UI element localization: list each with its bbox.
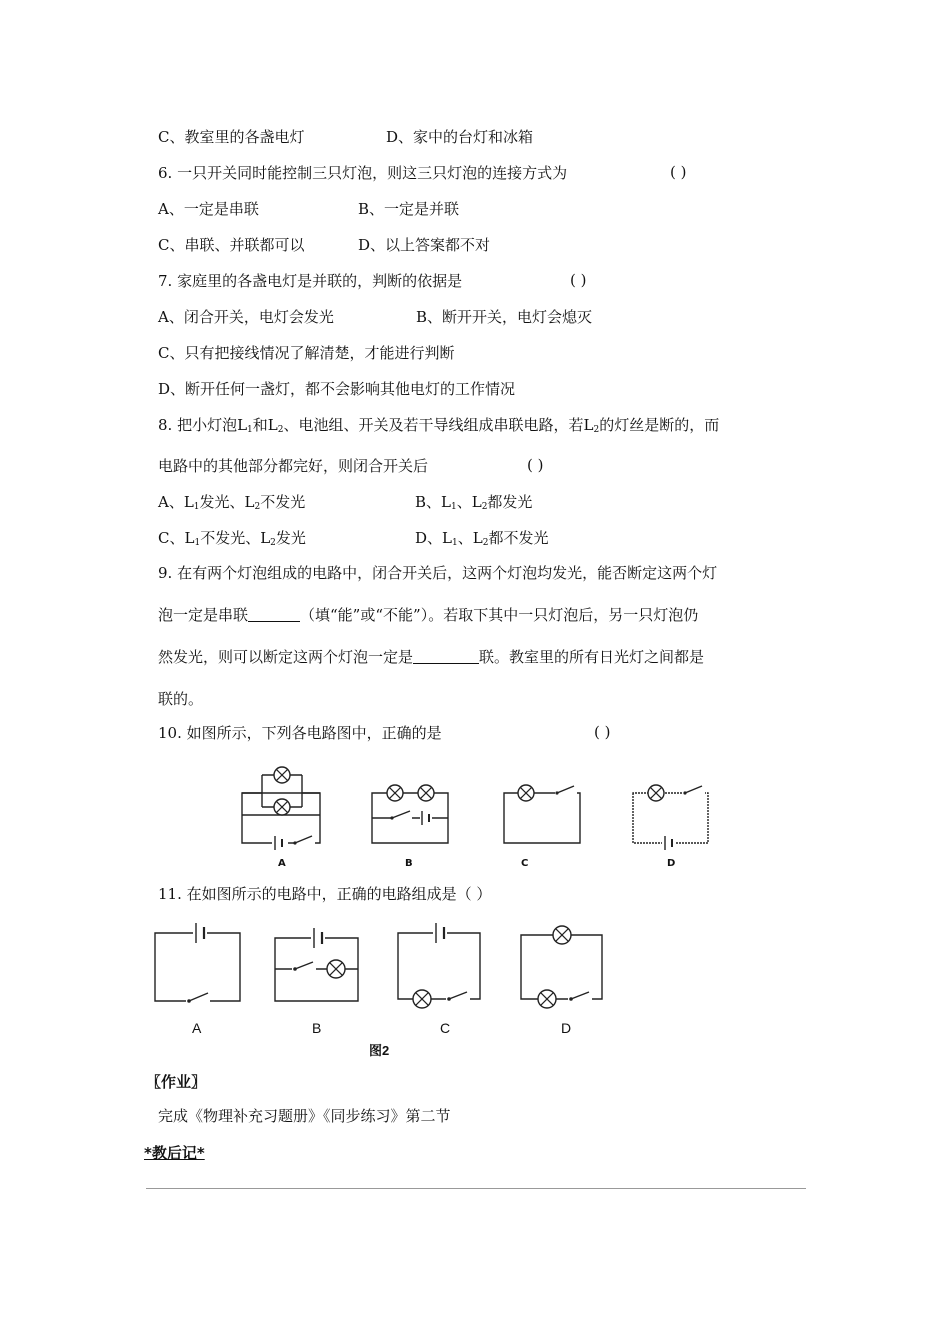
q7-option-b: B、断开开关，电灯会熄灭 [416,308,593,326]
q7-answer-paren: ( ) [570,271,587,289]
q11-circuit-c [398,923,480,1036]
q11-circuit-b [275,928,358,1036]
q11-label-d: D [561,1020,572,1036]
q9-line2: 泡一定是串联 （填“能”或“不能”）。若取下其中一只灯泡后，另一只灯泡仍 [158,606,699,624]
q10-label-c: C [521,858,529,869]
q8-stem-line2: 电路中的其他部分都完好，则闭合开关后 [158,457,429,475]
homework-text: 完成《物理补充习题册》《同步练习》第二节 [158,1107,451,1125]
q10-label-d: D [667,858,676,869]
q7-option-a: A、闭合开关，电灯会发光 [158,308,334,326]
q8-option-c: C、$L_1$不发光、$L_2$发光 [158,529,306,548]
homework-heading: 〖作业〗 [146,1073,207,1091]
q7-stem: 7. 家庭里的各盏电灯是并联的，判断的依据是 [158,272,463,290]
q11-stem: 11. 在如图所示的电路中，正确的电路组成是（ ） [158,885,492,903]
q7-option-c: C、只有把接线情况了解清楚，才能进行判断 [158,344,455,362]
q6-option-c: C、串联、并联都可以 [158,236,305,254]
divider-line [146,1188,806,1189]
q5-option-c: C、教室里的各盏电灯 [158,128,305,146]
q9-line1: 9. 在有两个灯泡组成的电路中，闭合开关后，这两个灯泡均发光，能否断定这两个灯 [158,564,718,582]
q7-option-d: D、断开任何一盏灯，都不会影响其他电灯的工作情况 [158,380,516,398]
q6-option-a: A、一定是串联 [158,200,259,218]
q6-option-b: B、一定是并联 [358,200,460,218]
q11-label-b: B [312,1020,322,1036]
q10-stem: 10. 如图所示，下列各电路图中，正确的是 [158,724,442,742]
q9-line3: 然发光，则可以断定这两个灯泡一定是 联。教室里的所有日光灯之间都是 [158,648,705,666]
q10-label-b: B [405,858,413,869]
q10-answer-paren: ( ) [594,723,611,741]
q11-circuit-a [155,923,240,1036]
q6-stem: 6. 一只开关同时能控制三只灯泡，则这三只灯泡的连接方式为 [158,164,568,182]
q8-stem-line1: 8. 把小灯泡$L_1$和$L_2$、电池组、开关及若干导线组成串联电路，若$L_2$的灯丝是断的，而 [158,416,720,435]
q11-label-c: C [440,1020,451,1036]
q8-option-b: B、$L_1$、$L_2$都发光 [415,493,533,512]
q6-option-d: D、以上答案都不对 [358,236,491,254]
q10-label-a: A [278,858,286,869]
postscript-heading: *教后记* [144,1144,205,1162]
q5-option-d: D、家中的台灯和冰箱 [386,128,534,146]
q11-label-a: A [192,1020,202,1036]
q8-option-a: A、$L_1$发光、$L_2$不发光 [158,493,306,512]
q8-answer-paren: ( ) [527,456,544,474]
q9-line4: 联的。 [158,690,204,708]
q11-figure-caption: 图2 [369,1043,390,1058]
q11-circuit-d [521,926,602,1036]
q6-answer-paren: ( ) [670,163,687,181]
q8-option-d: D、$L_1$、$L_2$都不发光 [415,529,549,548]
